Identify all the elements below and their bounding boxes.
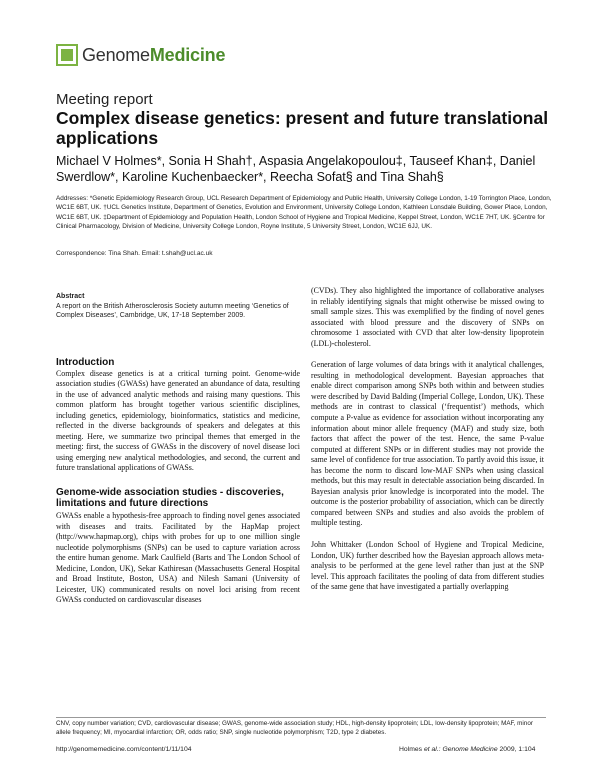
logo-text [82,45,225,66]
left-column [56,357,300,606]
citation-journal: et al.: Genome Medicine [423,746,498,753]
right-paragraph-2: Generation of large volumes of data brings with it analytical challenges, resulting in methodological development. Bayesian approaches that enable direct comparison among SNPs both within and between studies were described by David Balding (Imperial College, London, UK). These methods are in contrast to classical (‘frequentist’) methods, which compute a P-value as evidence for association without incorporating any information about minor allele frequency (MAF) and study size, both factors that affect the power of the test. Hence, the same P-value computed at different SNPs or in different studies may not provide the same level of confidence for true association. To partly avoid this issue, it has become the norm to discard low-MAF SNPs when using classical methods, but this may result in detectable association being discarded. In Bayesian analysis prior knowledge is incorporated into the model. The outcome is the posterior probability of association, which can be directly compared between SNPs and studies and also avoids the problem of multiple testing. [311,360,544,528]
intro-paragraph: Complex disease genetics is at a critical turning point. Genome-wide association studies (GWASs) have generated an abundance of data, resulting in the use of advanced analytic methods and raising many questions. This common platform has brought together various scientific disciplines, including genetics, epidemiology, bioinformatics, statistics and medicine, reflected in the diverse backgrounds of speakers and delegates at this meeting. Here, we summarize two principal themes that emerged in the meeting: first, the success of GWASs in the discovery of novel disease loci using emerging new analytical methodologies, and second, the current and future translational applications of GWASs. [56,368,300,473]
abstract-text: A report on the British Atherosclerosis Society autumn meeting ‘Genetics of Complex Diseases’, Cambridge, UK, 17-18 September 2009. [56,302,289,320]
author-list: Michael V Holmes*, Sonia H Shah†, Aspasia Angelakopoulou‡, Tauseef Khan‡, Daniel Swerdlow*, Karoline Kuchenbaecker*, Reecha Sofat§ and Tina Shah§ [56,154,536,184]
logo-square-icon [56,44,78,66]
article-type: Meeting report [56,91,153,108]
citation [399,746,535,753]
right-column [311,286,544,593]
right-paragraph-3: John Whittaker (London School of Hygiene and Tropical Medicine, London, UK) further described how the Bayesian approach allows meta-analysis to be performed at the gene level rather than just at the SNP level. This approach facilitates the pooling of data from different studies of the same gene that have investigated a partially overlapping [311,540,544,592]
abstract-block [56,292,296,321]
abbreviations: CNV, copy number variation; CVD, cardiovascular disease; GWAS, genome-wide association study; HDL, high-density lipoprotein; LDL, low-density lipoprotein; MAF, minor allele frequency; MI, myocardial infarction; OR, odds ratio; SNP, single nucleotide polymorphism; T2D, type 2 diabetes. [56,720,533,736]
citation-volume: 2009, 1:104 [497,746,536,753]
article-title: Complex disease genetics: present and future translational applications [56,108,549,148]
abstract-heading: Abstract [56,293,85,300]
gwas-heading: Genome-wide association studies - discoveries, limitations and future directions [56,486,284,510]
affiliations: Addresses: *Genetic Epidemiology Research Group, UCL Research Department of Epidemiology and Public Health, University College London, 1-19 Torrington Place, London, WC1E 6BT, UK. †UCL Genetics Institute, Department of Genetics, Evolution and Environment, University College London, Kathleen Lonsdale Building, Gower Place, London, WC1E 6BT, UK. ‡Department of Epidemiology and Population Health, London School of Hygiene and Tropical Medicine, Keppel Street, London, WC1E 7HT, UK. §Centre for Clinical Pharmacology, Division of Medicine, University College London, Royne Institute, 5 University Street, London, WC1E 6JJ, UK. [56,195,552,231]
right-paragraph-1: (CVDs). They also highlighted the importance of collaborative analyses in reliably identifying signals that might otherwise be missed owing to small sample sizes. This was exemplified by the finding of novel genes associated with blood pressure and the discovery of SNPs on chromosome 1 associated with CVD that alter low-density lipoprotein (LDL)-cholesterol. [311,286,544,348]
journal-logo [56,44,225,66]
intro-heading: Introduction [56,357,115,368]
gwas-paragraph: GWASs enable a hypothesis-free approach to finding novel genes associated with diseases and traits. Facilitated by the HapMap project (http://www.hapmap.org), chips with probes for up to one million single nucleotide polymorphisms (SNPs) can be used to capture variation across the entire human genome. Mark Caulfield (Barts and The London School of Medicine, London, UK), Sekar Kathiresan (Massachusetts General Hospital and Broad Institute, Boston, USA) and Nilesh Samani (University of Leicester, UK) communicated results on novel loci arising from recent GWASs conducted on cardiovascular diseases [56,510,300,605]
footnote-divider [56,717,546,718]
correspondence: Correspondence: Tina Shah. Email: t.shah@ucl.ac.uk [56,250,213,257]
logo-word-medicine: Medicine [149,44,226,65]
logo-word-genome: Genome [82,44,150,65]
article-url[interactable]: http://genomemedicine.com/content/1/11/104 [56,746,192,753]
citation-authors: Holmes [399,746,424,753]
